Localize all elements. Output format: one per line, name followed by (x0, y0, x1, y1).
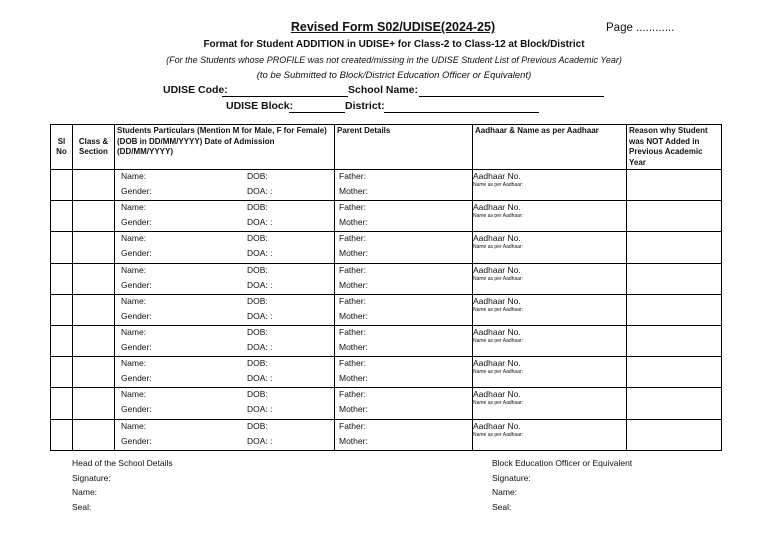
father-label: Father: (339, 358, 366, 369)
class-section-cell[interactable] (73, 325, 115, 356)
beo-signature-label[interactable]: Signature: (492, 472, 531, 483)
doa-label: DOA: : (247, 310, 273, 321)
reason-cell[interactable] (627, 201, 722, 232)
table-row (51, 357, 722, 388)
aadhaar-cell[interactable] (473, 294, 627, 325)
particulars-cell[interactable] (115, 170, 335, 201)
parent-cell[interactable] (335, 263, 473, 294)
dob-label: DOB: (247, 420, 268, 431)
sl-cell[interactable] (51, 294, 73, 325)
head-name-label[interactable]: Name: (72, 487, 98, 497)
doa-label: DOA: : (247, 404, 273, 415)
doa-label: DOA: : (247, 186, 273, 196)
doa-label: DOA: : (247, 217, 273, 228)
parent-cell[interactable] (335, 419, 473, 450)
name-as-aadhaar-label: Name as per Aadhaar: (473, 244, 524, 251)
aadhaar-cell[interactable] (473, 357, 627, 388)
sl-cell[interactable] (51, 325, 73, 356)
head-signature-label[interactable]: Signature: (72, 472, 111, 483)
parent-cell[interactable] (335, 325, 473, 356)
gender-label: Gender: (121, 404, 152, 415)
mother-label: Mother: (339, 373, 368, 384)
name-as-aadhaar-label: Name as per Aadhaar: (473, 306, 524, 313)
udise-code-label: UDISE Code: (163, 84, 228, 96)
particulars-cell[interactable] (115, 357, 335, 388)
reason-cell[interactable] (627, 263, 722, 294)
name-as-aadhaar-label: Name as per Aadhaar: (473, 182, 524, 188)
dob-label: DOB: (247, 171, 268, 181)
father-label: Father: (339, 202, 366, 213)
name-label: Name: (121, 389, 147, 400)
dob-label: DOB: (247, 202, 268, 213)
gender-label: Gender: (121, 373, 152, 384)
doa-label: DOA: : (247, 279, 273, 290)
dob-label: DOB: (247, 358, 268, 369)
name-as-aadhaar-label: Name as per Aadhaar: (473, 431, 524, 438)
reason-cell[interactable] (627, 325, 722, 356)
father-label: Father: (339, 389, 366, 400)
gender-label: Gender: (121, 248, 152, 259)
aadhaar-cell[interactable] (473, 388, 627, 419)
dob-label: DOB: (247, 264, 268, 275)
table-row (51, 232, 722, 263)
form-note-submission: (to be Submitted to Block/District Education Officer or Equivalent) (256, 70, 532, 81)
class-section-cell[interactable] (73, 388, 115, 419)
mother-label: Mother: (339, 435, 368, 446)
form-subtitle: Format for Student ADDITION in UDISE+ for Class-2 to Class-12 at Block/District (203, 39, 585, 50)
parent-cell[interactable] (335, 294, 473, 325)
name-as-aadhaar-label: Name as per Aadhaar: (473, 275, 524, 282)
sl-cell[interactable] (51, 263, 73, 294)
aadhaar-no-label: Aadhaar No. (473, 326, 521, 337)
form-note-profile: (For the Students whose PROFILE was not created/missing in the UDISE Student List of Previous Academic Year) (166, 55, 622, 65)
school-name-label: School Name: (348, 84, 419, 96)
father-label: Father: (339, 420, 366, 431)
class-section-cell[interactable] (73, 263, 115, 294)
class-section-cell[interactable] (73, 170, 115, 201)
aadhaar-no-label: Aadhaar No. (473, 233, 521, 244)
name-as-aadhaar-label: Name as per Aadhaar: (473, 213, 524, 220)
name-as-aadhaar-label: Name as per Aadhaar: (473, 369, 524, 376)
name-label: Name: (121, 171, 147, 181)
reason-cell[interactable] (627, 419, 722, 450)
table-row (51, 388, 722, 419)
dob-label: DOB: (247, 295, 268, 306)
aadhaar-no-label: Aadhaar No. (473, 171, 521, 181)
class-section-cell[interactable] (73, 419, 115, 450)
gender-label: Gender: (121, 186, 152, 196)
head-seal-label[interactable]: Seal: (72, 501, 92, 512)
beo-block (492, 456, 632, 514)
table-row (51, 170, 722, 201)
aadhaar-cell[interactable] (473, 419, 627, 450)
district-line[interactable] (384, 112, 539, 113)
reason-cell[interactable] (627, 170, 722, 201)
beo-name-label[interactable]: Name: (492, 487, 518, 497)
father-label: Father: (339, 326, 366, 337)
mother-label: Mother: (339, 404, 368, 415)
aadhaar-no-label: Aadhaar No. (473, 295, 521, 306)
udise-code-line[interactable] (222, 96, 348, 97)
particulars-cell[interactable] (115, 201, 335, 232)
udise-block-label: UDISE Block: (226, 100, 294, 112)
doa-label: DOA: : (247, 373, 273, 384)
header-student-particulars: Students Particulars (Mention M for Male, F for Female) (DOB in DD/MM/YYYY) Date of Admission (DD/MM/YYYY) (115, 125, 335, 170)
beo-title: Block Education Officer or Equivalent (492, 458, 633, 468)
gender-label: Gender: (121, 217, 152, 228)
sl-cell[interactable] (51, 170, 73, 201)
page-label: Page ............ (606, 22, 675, 34)
header-sl-no: Sl No (51, 125, 73, 170)
student-addition-table (50, 124, 722, 451)
reason-cell[interactable] (627, 357, 722, 388)
table-row (51, 419, 722, 450)
aadhaar-no-label: Aadhaar No. (473, 358, 521, 369)
class-section-cell[interactable] (73, 232, 115, 263)
father-label: Father: (339, 171, 366, 181)
udise-block-line[interactable] (289, 112, 345, 113)
name-label: Name: (121, 233, 147, 244)
particulars-cell[interactable] (115, 419, 335, 450)
head-of-school-title: Head of the School Details (72, 458, 173, 468)
gender-label: Gender: (121, 279, 152, 290)
beo-seal-label[interactable]: Seal: (492, 501, 512, 512)
sl-cell[interactable] (51, 201, 73, 232)
gender-label: Gender: (121, 310, 152, 321)
head-of-school-block (72, 456, 173, 514)
table-row (51, 325, 722, 356)
mother-label: Mother: (339, 279, 368, 290)
aadhaar-cell[interactable] (473, 201, 627, 232)
mother-label: Mother: (339, 248, 368, 259)
mother-label: Mother: (339, 186, 368, 196)
mother-label: Mother: (339, 310, 368, 321)
particulars-cell[interactable] (115, 325, 335, 356)
parent-cell[interactable] (335, 170, 473, 201)
aadhaar-cell[interactable] (473, 232, 627, 263)
father-label: Father: (339, 233, 366, 244)
particulars-cell[interactable] (115, 263, 335, 294)
particulars-cell[interactable] (115, 232, 335, 263)
name-label: Name: (121, 295, 147, 306)
district-label: District: (345, 100, 385, 112)
father-label: Father: (339, 264, 366, 275)
particulars-cell[interactable] (115, 294, 335, 325)
name-label: Name: (121, 358, 147, 369)
aadhaar-no-label: Aadhaar No. (473, 264, 521, 275)
table-row (51, 201, 722, 232)
header-parent-details: Parent Details (335, 125, 473, 170)
name-as-aadhaar-label: Name as per Aadhaar: (473, 337, 524, 344)
class-section-cell[interactable] (73, 294, 115, 325)
header-reason: Reason why Student was NOT Added in Previous Academic Year (627, 125, 722, 170)
mother-label: Mother: (339, 217, 368, 228)
table-row (51, 294, 722, 325)
parent-cell[interactable] (335, 201, 473, 232)
gender-label: Gender: (121, 341, 152, 352)
reason-cell[interactable] (627, 294, 722, 325)
mother-label: Mother: (339, 341, 368, 352)
aadhaar-cell[interactable] (473, 263, 627, 294)
sl-cell[interactable] (51, 388, 73, 419)
sl-cell[interactable] (51, 232, 73, 263)
aadhaar-no-label: Aadhaar No. (473, 420, 521, 431)
doa-label: DOA: : (247, 341, 273, 352)
sl-cell[interactable] (51, 419, 73, 450)
aadhaar-cell[interactable] (473, 325, 627, 356)
parent-cell[interactable] (335, 232, 473, 263)
class-section-cell[interactable] (73, 357, 115, 388)
form-title: Revised Form S02/UDISE(2024-25) (290, 20, 496, 34)
school-name-line[interactable] (419, 96, 604, 97)
name-label: Name: (121, 264, 147, 275)
gender-label: Gender: (121, 435, 152, 446)
father-label: Father: (339, 295, 366, 306)
name-label: Name: (121, 326, 147, 337)
name-label: Name: (121, 202, 147, 213)
doa-label: DOA: : (247, 248, 273, 259)
header-aadhaar: Aadhaar & Name as per Aadhaar (473, 125, 627, 170)
name-as-aadhaar-label: Name as per Aadhaar: (473, 400, 524, 407)
sl-cell[interactable] (51, 357, 73, 388)
table-row (51, 263, 722, 294)
reason-cell[interactable] (627, 232, 722, 263)
header-class-section: Class & Section (73, 125, 115, 170)
reason-cell[interactable] (627, 388, 722, 419)
aadhaar-no-label: Aadhaar No. (473, 389, 521, 400)
parent-cell[interactable] (335, 388, 473, 419)
table-header-row (51, 125, 722, 170)
dob-label: DOB: (247, 389, 268, 400)
particulars-cell[interactable] (115, 388, 335, 419)
dob-label: DOB: (247, 326, 268, 337)
dob-label: DOB: (247, 233, 268, 244)
doa-label: DOA: : (247, 435, 273, 446)
name-label: Name: (121, 420, 147, 431)
class-section-cell[interactable] (73, 201, 115, 232)
aadhaar-cell[interactable] (473, 170, 627, 201)
aadhaar-no-label: Aadhaar No. (473, 202, 521, 213)
parent-cell[interactable] (335, 357, 473, 388)
